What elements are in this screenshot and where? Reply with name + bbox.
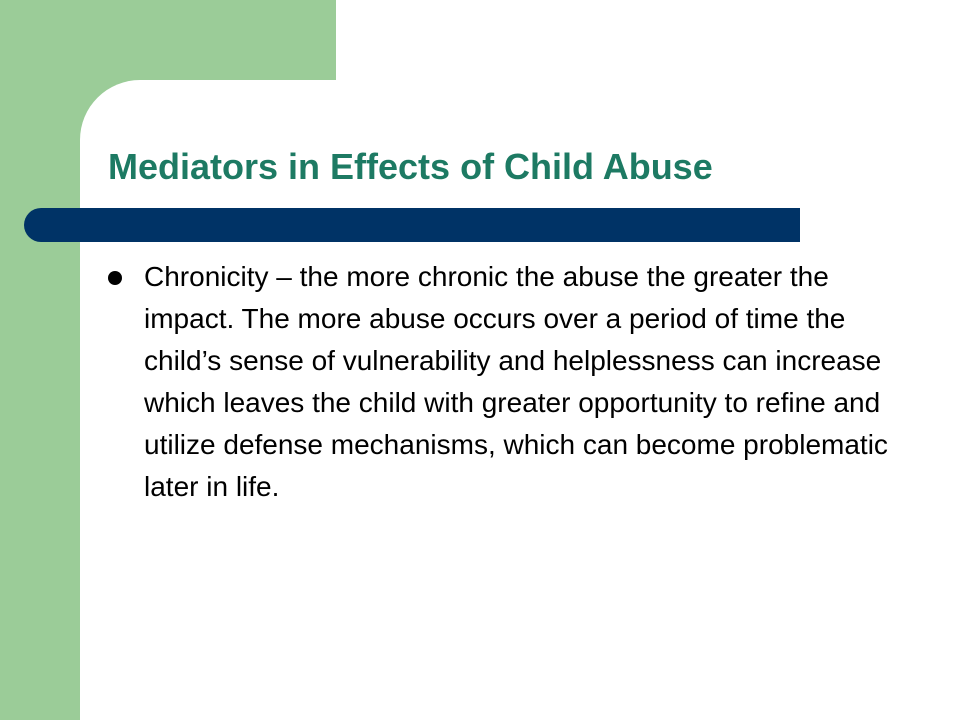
- bullet-list: [108, 256, 908, 508]
- bullet-item: [108, 256, 908, 508]
- title-underline-bar: [24, 208, 800, 242]
- bullet-dot-icon: [108, 271, 122, 285]
- bullet-text: Chronicity – the more chronic the abuse the greater the impact. The more abuse occurs over a period of time the child’s sense of vulnerability and helplessness can increase which leaves the child with greater opportunity to refine and utilize defense mechanisms, which can become problematic later in life.: [144, 261, 888, 502]
- slide-title: Mediators in Effects of Child Abuse: [108, 146, 713, 187]
